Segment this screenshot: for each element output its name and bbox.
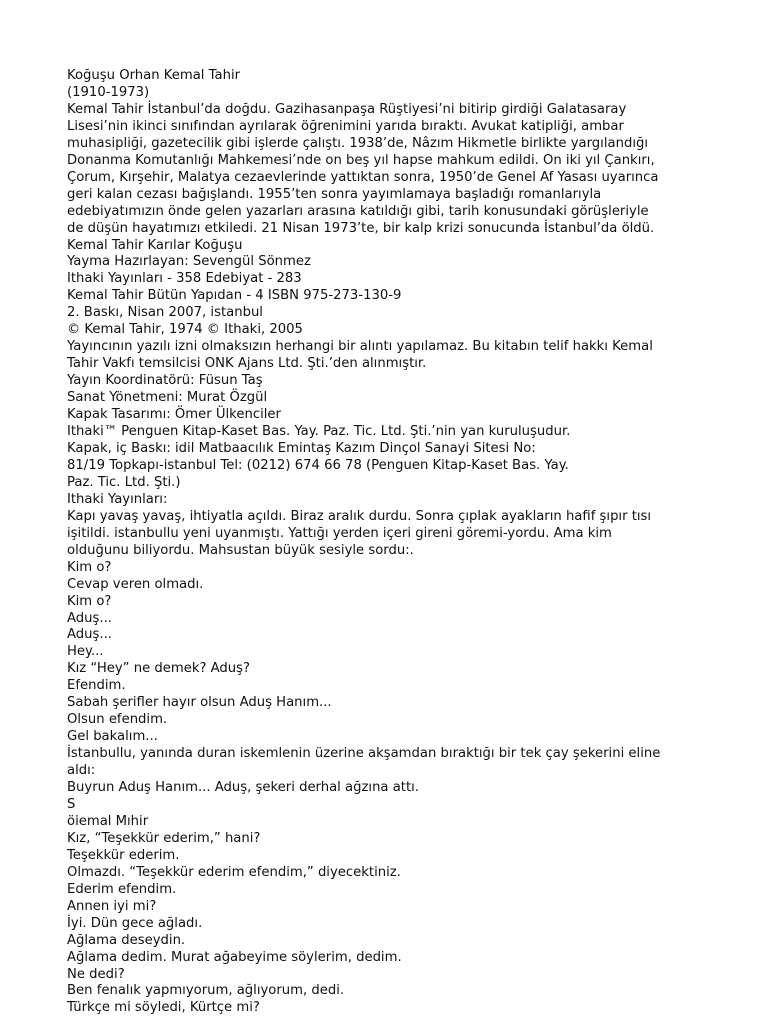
dialogue-line: Ne dedi?: [67, 966, 125, 982]
dialogue-line: Aduş...: [67, 610, 112, 626]
text-line: İstanbullu, yanında duran iskemlenin üzerine akşamdan bıraktığı bir tek çay şekerini eline: [67, 746, 661, 762]
credit-line: Ithaki Yayınları - 358 Edebiyat - 283: [67, 271, 302, 287]
text-line: edebiyatımızın önde gelen yazarları arasına katıldığı gibi, tarih konusundaki görüşleriyle: [67, 203, 649, 219]
copyright-line: © Kemal Tahir, 1974 © Ithaki, 2005: [67, 322, 303, 338]
dialogue-line: Efendim.: [67, 678, 126, 694]
text-line: muhasipliği, gazetecilik gibi işlerde çalıştı. 1938’de, Nâzım Hikmetle birlikte yargılandığı: [67, 135, 649, 151]
text-line: Kapı yavaş yavaş, ihtiyatla açıldı. Biraz aralık durdu. Sonra çıplak ayakların hafif şıpır tısı: [67, 508, 652, 524]
text-line: aldı:: [67, 763, 96, 779]
dialogue-line: Türkçe mi söyledi, Kürtçe mi?: [67, 1000, 260, 1016]
credit-line: Sanat Yönetmeni: Murat Özgül: [67, 390, 268, 406]
text-line: Donanma Komutanlığı Mahkemesi’nde on beş yıl hapse mahkum edildi. On iki yıl Çankırı,: [67, 152, 655, 168]
document-body: [67, 68, 707, 1017]
text-line: Kemal Tahir İstanbul’da doğdu. Gazihasanpaşa Rüştiyesi’ni bitirip girdiği Galatasaray: [67, 101, 627, 117]
dialogue-line: Kim o?: [67, 593, 112, 609]
isbn-line: Kemal Tahir Bütün Yapıdan - 4 ISBN 975-273-130-9: [67, 288, 402, 304]
dialogue-line: Ben fenalık yapmıyorum, ağlıyorum, dedi.: [67, 983, 345, 999]
address-line: Paz. Tic. Ltd. Şti.): [67, 474, 181, 490]
text-line: Lisesi’nin ikinci sınıfından ayrılarak öğrenimini yarıda bıraktı. Avukat katipliği, ambar: [67, 118, 624, 134]
printer-line: Kapak, iç Baskı: idil Matbaacılık Emintaş Kazım Dinçol Sanayi Sitesi No:: [67, 440, 536, 456]
dialogue-line: Teşekkür ederim.: [67, 847, 180, 863]
credit-line: Yayın Koordinatörü: Füsun Taş: [67, 373, 263, 389]
text-line: de düşün hayatımızı etkiledi. 21 Nisan 1973’te, bir kalp krizi sonucunda İstanbul’da öldü.: [67, 220, 655, 236]
text-line: geri kalan cezası bağışlandı. 1955’ten sonra yayımlamaya başladığı romanlarıyla: [67, 186, 602, 202]
dialogue-line: Ederim efendim.: [67, 881, 177, 897]
text-line: olduğunu biliyordu. Mahsustan büyük sesiyle sordu:.: [67, 542, 414, 558]
credit-line: Kapak Tasarımı: Ömer Ülkenciler: [67, 407, 281, 423]
text-line: öiemal Mıhir: [67, 813, 149, 829]
dialogue-line: Buyrun Aduş Hanım... Aduş, şekeri derhal ağzına attı.: [67, 780, 419, 796]
dialogue-line: Kim o?: [67, 559, 112, 575]
edition-line: 2. Baskı, Nisan 2007, istanbul: [67, 305, 263, 321]
dialogue-line: Annen iyi mi?: [67, 898, 157, 914]
dialogue-line: Olmazdı. “Teşekkür ederim efendim,” diyecektiniz.: [67, 864, 401, 880]
text-line: Çorum, Kırşehir, Malatya cezaevlerinde yattıktan sonra, 1950’de Genel Af Yasası uyarınca: [67, 169, 659, 185]
text-line: Tahir Vakfı temsilcisi ONK Ajans Ltd. Şti.’den alınmıştır.: [67, 356, 427, 372]
dialogue-line: Ağlama dedim. Murat ağabeyime söylerim, dedim.: [67, 949, 402, 965]
dialogue-line: İyi. Dün gece ağladı.: [67, 915, 203, 931]
author-years: (1910-1973): [67, 84, 150, 100]
dialogue-line: Aduş...: [67, 627, 112, 643]
text-line: S: [67, 796, 76, 812]
address-line: 81/19 Topkapı-istanbul Tel: (0212) 674 66 78 (Penguen Kitap-Kaset Bas. Yay.: [67, 457, 569, 473]
dialogue-line: Sabah şerifler hayır olsun Aduş Hanım...: [67, 695, 332, 711]
publisher-line: Ithaki™ Penguen Kitap-Kaset Bas. Yay. Paz. Tic. Ltd. Şti.’nin yan kuruluşudur.: [67, 424, 571, 440]
text-line: işitildi. istanbullu yeni uyanmıştı. Yattığı yerden içeri gireni göremi-yordu. Ama kim: [67, 525, 612, 541]
text-line: Yayıncının yazılı izni olmaksızın herhangi bir alıntı yapılamaz. Bu kitabın telif hakkı Kemal: [67, 339, 653, 355]
credit-line: Yayma Hazırlayan: Sevengül Sönmez: [67, 254, 311, 270]
dialogue-line: Ağlama deseydin.: [67, 932, 186, 948]
dialogue-line: Gel bakalım...: [67, 729, 158, 745]
document-title: Koğuşu Orhan Kemal Tahir: [67, 68, 241, 83]
dialogue-line: Kız, “Teşekkür ederim,” hani?: [67, 830, 261, 846]
dialogue-line: Olsun efendim.: [67, 712, 168, 728]
dialogue-line: Kız “Hey” ne demek? Aduş?: [67, 661, 251, 677]
publisher-heading: Ithaki Yayınları:: [67, 491, 168, 507]
dialogue-line: Cevap veren olmadı.: [67, 576, 204, 592]
book-title: Kemal Tahir Karılar Koğuşu: [67, 237, 243, 253]
dialogue-line: Hey...: [67, 644, 104, 660]
